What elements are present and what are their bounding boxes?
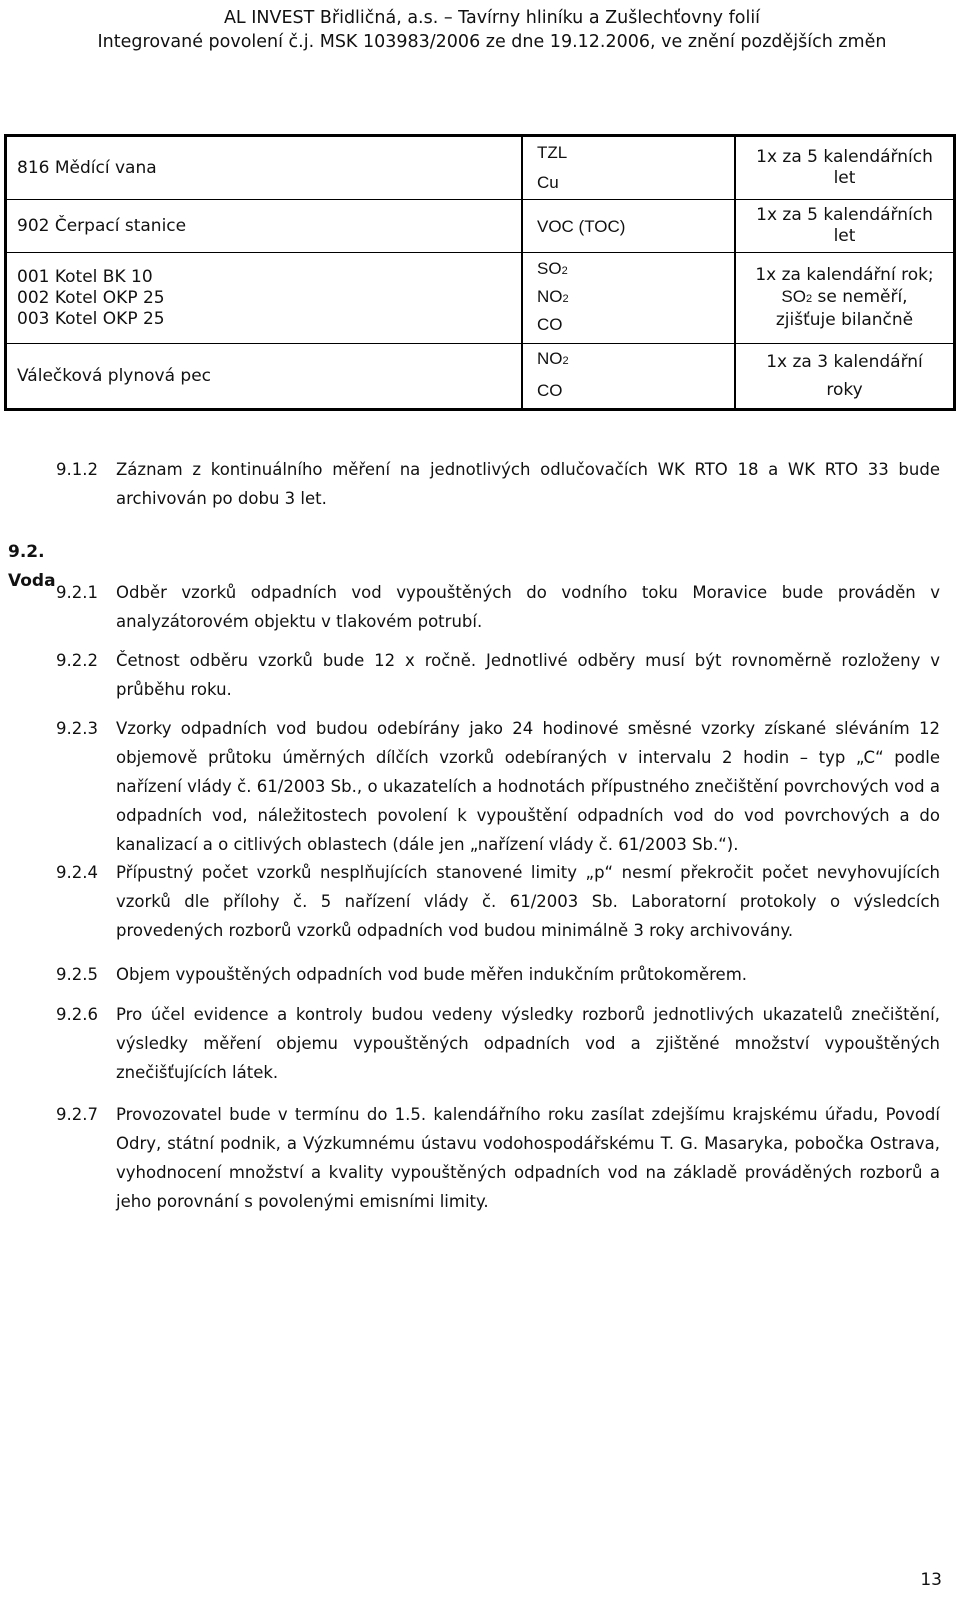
paragraph-number: 9.1.2 [56, 460, 98, 479]
source-name: 003 Kotel OKP 25 [17, 308, 165, 329]
substance: TZL [537, 143, 568, 162]
source-name: 816 Mědící vana [17, 157, 157, 178]
paragraph-number: 9.2.2 [56, 651, 98, 670]
paragraph-number: 9.2.5 [56, 965, 98, 984]
table-row [6, 253, 955, 344]
frequency-cell [735, 253, 955, 344]
source-cell [6, 253, 523, 344]
header-permit-line: Integrované povolení č.j. MSK 103983/2006 ze dne 19.12.2006, ve znění pozdějších změn [97, 32, 887, 52]
source-name: 902 Čerpací stanice [17, 215, 187, 236]
paragraph-number: 9.2.3 [56, 719, 98, 738]
paragraph-text: Odběr vzorků odpadních vod vypouštěných do vodního toku Moravice bude prováděn v analyzátorovém objektu v tlakovém potrubí. [116, 583, 940, 631]
paragraph-number: 9.2.7 [56, 1105, 98, 1124]
page-number: 13 [920, 1570, 942, 1590]
paragraph-9-2-4 [56, 858, 940, 945]
header-company-line: AL INVEST Břidličná, a.s. – Tavírny hliníku a Zušlechťovny folií [223, 8, 761, 28]
frequency-line: roky [826, 380, 863, 400]
frequency-line: 1x za 5 kalendářních [756, 147, 933, 167]
source-cell [6, 344, 523, 410]
frequency-line: let [833, 168, 856, 188]
monitoring-table [4, 134, 956, 411]
frequency-line: 1x za 5 kalendářních [756, 205, 933, 225]
substance: SO2 [537, 259, 568, 278]
paragraph-number: 9.2.4 [56, 863, 98, 882]
source-name: 001 Kotel BK 10 [17, 266, 153, 287]
paragraph-text: Přípustný počet vzorků nesplňujících stanovené limity „p“ nesmí překročit počet nevyhovujících vzorků dle přílohy č. 5 nařízení vlády č. 61/2003 Sb. Laboratorní protokoly o výsledcích provedených rozborů vzorků odpadních vod budou minimálně 3 roky archivovány. [116, 863, 940, 940]
paragraph-9-2-2 [56, 646, 940, 704]
section-heading: 9.2. Voda [8, 542, 56, 591]
substance-cell [522, 136, 735, 200]
substance: CO [537, 381, 563, 400]
substance-list [537, 344, 734, 408]
substance-cell [522, 344, 735, 410]
frequency-line: let [833, 226, 856, 246]
substance-cell [522, 253, 735, 344]
substance-list [537, 138, 734, 198]
paragraph-number: 9.2.6 [56, 1005, 98, 1024]
paragraph-text: Vzorky odpadních vod budou odebírány jako 24 hodinové směsné vzorky získané sléváním 12 objemově průtoku úměrných dílčích vzorků odebíraných v intervalu 2 hodin – typ „C“ podle nařízení vlády č. 61/2003 Sb., o ukazatelích a hodnotách přípustného znečištění povrchových vod a odpadních vod, náležitostech povolení k vypouštění odpadních vod do vod povrchových a do kanalizací a o citlivých oblastech (dále jen „nařízení vlády č. 61/2003 Sb.“). [116, 719, 940, 854]
paragraph-text: Záznam z kontinuálního měření na jednotlivých odlučovačích WK RTO 18 a WK RTO 33 bude archivován po dobu 3 let. [116, 460, 940, 508]
frequency-line: SO2 se neměří, [781, 287, 908, 307]
paragraph-9-2-3 [56, 714, 940, 859]
table-row [6, 136, 955, 200]
source-name: Válečková plynová pec [17, 365, 212, 386]
substance-list [537, 256, 734, 340]
source-cell [6, 136, 523, 200]
table-row [6, 200, 955, 253]
frequency-cell [735, 344, 955, 410]
source-name: 002 Kotel OKP 25 [17, 287, 165, 308]
substance: NO2 [537, 349, 569, 368]
paragraph-text: Objem vypouštěných odpadních vod bude měřen indukčním průtokoměrem. [116, 965, 748, 984]
paragraph-text: Provozovatel bude v termínu do 1.5. kalendářního roku zasílat zdejšímu krajskému úřadu, Povodí Odry, státní podnik, a Výzkumnému ústavu vodohospodářskému T. G. Masaryka, pobočka Ostrava, vyhodnocení množství a kvality vypouštěných odpadních vod na základě prováděných rozborů a jeho porovnání s povolenými emisními limity. [116, 1105, 940, 1211]
paragraph-9-1-2 [56, 455, 940, 513]
frequency-cell [735, 200, 955, 253]
document-header [52, 6, 932, 54]
frequency-line: zjišťuje bilančně [775, 310, 914, 330]
paragraph-text: Četnost odběru vzorků bude 12 x ročně. Jednotlivé odběry musí být rovnoměrně rozloženy v průběhu roku. [116, 651, 940, 699]
paragraph-9-2-6 [56, 1000, 940, 1087]
paragraph-9-2-1 [56, 578, 940, 636]
table-row [6, 344, 955, 410]
substance: NO2 [537, 287, 569, 306]
paragraph-number: 9.2.1 [56, 583, 98, 602]
paragraph-text: Pro účel evidence a kontroly budou vedeny výsledky rozborů jednotlivých ukazatelů znečištění, výsledky měření objemu vypouštěných odpadních vod a zjištěné množství vypouštěných znečišťujících látek. [116, 1005, 940, 1082]
substance: VOC (TOC) [537, 216, 626, 236]
substance: CO [537, 315, 563, 334]
paragraph-9-2-5 [56, 960, 940, 989]
frequency-cell [735, 136, 955, 200]
frequency-line: 1x za kalendářní rok; [755, 265, 934, 285]
substance: Cu [537, 173, 559, 192]
substance-cell [522, 200, 735, 253]
paragraph-9-2-7 [56, 1100, 940, 1216]
source-cell [6, 200, 523, 253]
frequency-line: 1x za 3 kalendářní [766, 352, 923, 372]
